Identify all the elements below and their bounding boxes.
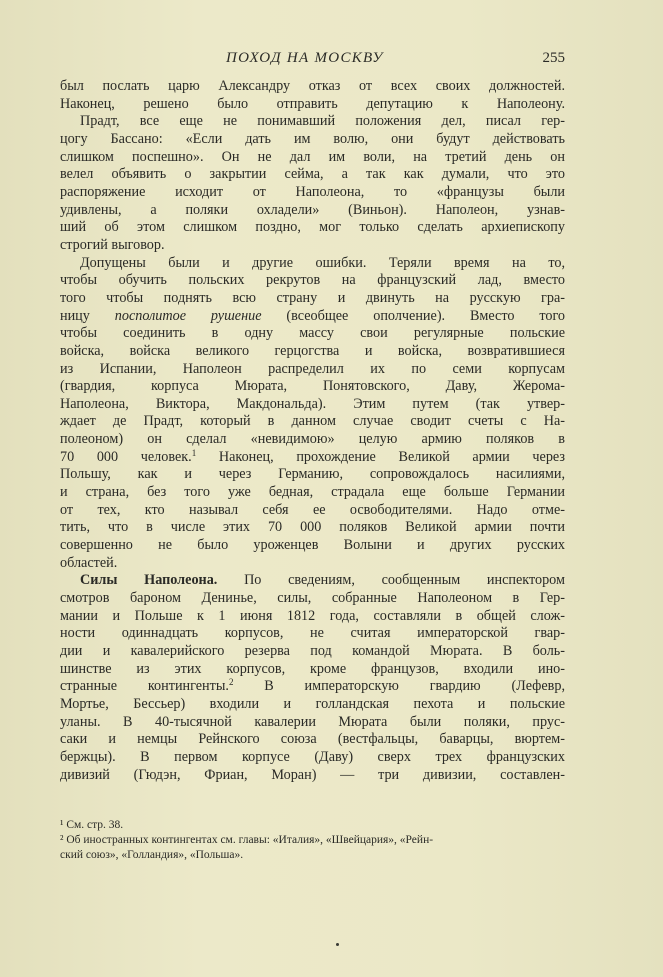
text-line: чтобы обучить польских рекрутов на французский лад, вместо xyxy=(60,272,565,289)
text-line: распоряжение исходит от Наполеона, то «французы были xyxy=(60,183,565,200)
text-line: Прадт, все еще не понимавший положения дел, писал гер- xyxy=(80,113,565,130)
text-line: дии и кавалерийского резерва под командой Мюрата. В боль- xyxy=(60,643,565,659)
text-line: тить, что в числе этих 70 000 поляков Великой армии почти xyxy=(60,519,565,536)
footnote-2-line-1: ² Об иностранных контингентах см. главы: «Италия», «Швейцария», «Рейн- xyxy=(60,834,434,846)
body-text xyxy=(60,78,565,784)
text-line: дивизий (Гюдэн, Фриан, Моран) — три дивизии, составлен- xyxy=(60,766,565,783)
text-line: того чтобы поднять всю страну и двинуть на русскую гра- xyxy=(60,289,565,306)
text-line: ждает де Прадт, который в данном случае сводит счеты с На- xyxy=(60,413,565,430)
text-line: Польшу, как и через Германию, сопровождалось насилиями, xyxy=(60,466,565,483)
footnote-2-line-2: ский союз», «Голландия», «Польша». xyxy=(60,849,244,861)
text-line: ности одиннадцать корпусов, не считая императорской гвар- xyxy=(60,625,565,642)
text-line: уланы. В 40-тысячной кавалерии Мюрата были поляки, прус- xyxy=(60,713,565,730)
text-line: удивлены, а поляки охладели» (Виньон). Наполеон, узнав- xyxy=(60,201,565,218)
text-line: Силы Наполеона. По сведениям, сообщенным инспектором xyxy=(80,572,565,589)
page-number: 255 xyxy=(542,50,565,66)
text-line: строгий выговор. xyxy=(60,236,165,253)
text-line: 70 000 человек.$^1$ Наконец, прохождение Великой армии через xyxy=(60,447,565,465)
text-line: совершенно не было уроженцев Волыни и других русских xyxy=(60,537,565,554)
text-line: шинстве из этих корпусов, кроме французов, входили ино- xyxy=(60,660,565,677)
text-line: цогу Бассано: «Если дать им волю, они будут действовать xyxy=(60,130,565,147)
text-line: Мортье, Бессьер) входили и голландская пехота и польские xyxy=(60,695,565,712)
text-line: странные контингенты.$^2$ В императорскую гвардию (Лефевр, xyxy=(60,677,565,695)
text-line: был послать царю Александру отказ от всех своих должностей. xyxy=(60,78,565,94)
text-line: и страна, без того уже бедная, страдала еще больше Германии xyxy=(60,484,565,501)
text-line: областей. xyxy=(60,554,118,571)
text-line: (гвардия, корпуса Мюрата, Понятовского, Даву, Жерома- xyxy=(60,378,565,395)
footnotes xyxy=(60,818,565,863)
page-header xyxy=(60,50,565,72)
footnote-reference: 2 xyxy=(228,677,234,688)
text-line: из Испании, Наполеон распределил их по семи корпусам xyxy=(60,360,565,377)
text-line: бержцы). В первом корпусе (Даву) сверх трех французских xyxy=(60,748,565,765)
text-line: войска, войска великого герцогства и войска, возвратившиеся xyxy=(60,342,565,359)
text-line: чтобы соединить в одну массу свои регулярные польские xyxy=(60,325,565,342)
running-title: ПОХОД НА МОСКВУ xyxy=(226,50,384,66)
text-line: Допущены были и другие ошибки. Теряли время на то, xyxy=(80,254,565,271)
italic-term: посполитое рушение xyxy=(114,307,262,324)
text-line: мании и Польше к 1 июня 1812 года, составляли в общей слож- xyxy=(60,607,565,624)
text-line: полеоном) он сделал «невидимою» целую армию поляков в xyxy=(60,431,565,448)
text-line: Наконец, решено было отправить депутацию к Наполеону. xyxy=(60,95,565,112)
page-dot-mark xyxy=(336,943,339,946)
text-line: смотров бароном Денинье, силы, собранные Наполеоном в Гер- xyxy=(60,590,565,607)
footnote-1: ¹ См. стр. 38. xyxy=(60,819,124,831)
text-line: саки и немцы Рейнского союза (вестфальцы, баварцы, вюртем- xyxy=(60,731,565,748)
footnote-reference: 1 xyxy=(191,447,197,458)
section-heading: Силы Наполеона. xyxy=(80,572,218,589)
text-fragment: ницу xyxy=(60,307,115,324)
text-line: ницу посполитое рушение (всеобщее ополчение). Вместо того xyxy=(60,307,566,324)
text-line: Наполеона, Виктора, Макдональда). Этим путем (так утвер- xyxy=(60,395,565,412)
text-line: велел объявить о закрытии сейма, а так как думали, что это xyxy=(60,166,565,183)
text-line: ший об этом слишком поздно, мог только сделать архиепископу xyxy=(60,219,565,236)
text-line: от тех, кто называл себя ее освободителями. Надо отме- xyxy=(60,501,565,518)
text-line: слишком поспешно». Он не дал им воли, на третий день он xyxy=(60,148,565,165)
